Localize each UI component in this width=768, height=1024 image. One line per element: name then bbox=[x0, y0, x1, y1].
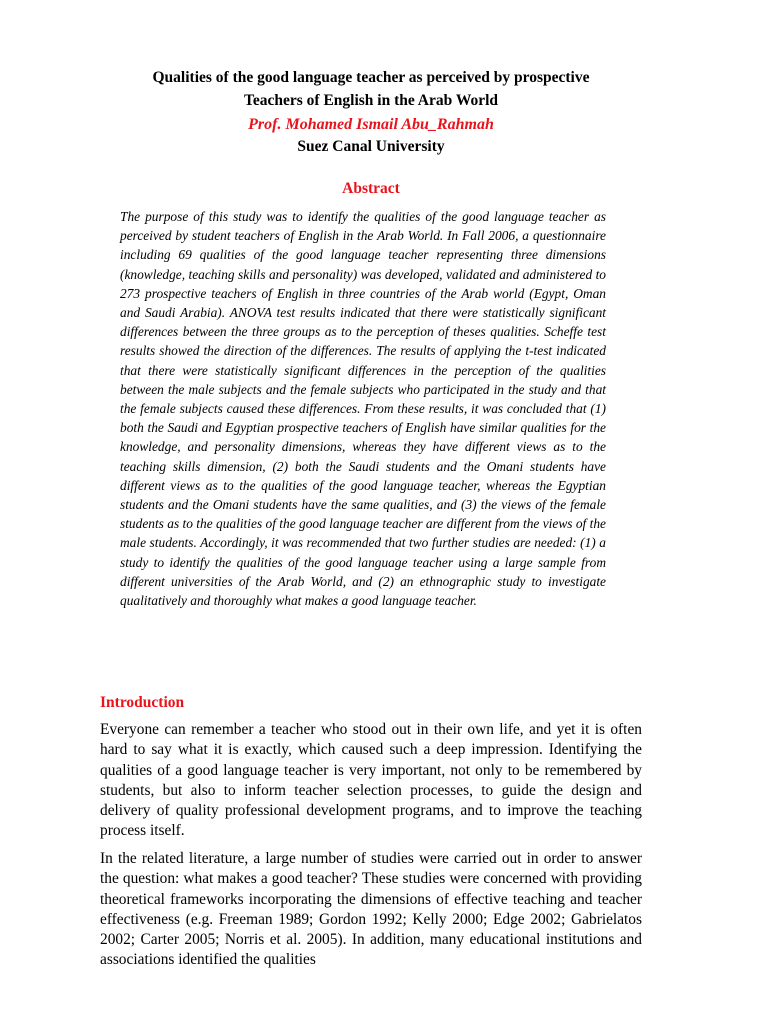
introduction-heading: Introduction bbox=[100, 694, 185, 711]
author-name: Prof. Mohamed Ismail Abu_Rahmah bbox=[248, 116, 494, 133]
intro-paragraph-1: Everyone can remember a teacher who stood out in their own life, and yet it is often hard to say what it is exactly, which caused such a deep impression. Identifying the qualities of a good language teacher is very important, not only to be remembered by students, but also to inform teacher selection processes, to guide the design and delivery of quality professional development programs, and to improve the teaching process itself. bbox=[100, 721, 642, 840]
abstract-text: The purpose of this study was to identify the qualities of the good language teacher as perceived by student teachers of English in the Arab World. In Fall 2006, a questionnaire including 69 qualities of the good language teacher representing three dimensions (knowledge, teaching skills and personality) was developed, validated and administered to 273 prospective teachers of English in three countries of the Arab world (Egypt, Oman and Saudi Arabia). ANOVA test results indicated that there were statistically significant differences between the three groups as to the perception of theses qualities. Scheffe test results showed the direction of the differences. The results of applying the t-test indicated that there were statistically significant differences in the perception of the qualities between the male subjects and the female subjects who participated in the study and that the female subjects caused these differences. From these results, it was concluded that (1) both the Saudi and Egyptian prospective teachers of English have similar qualities for the knowledge, and personality dimensions, whereas they have different views as to the teaching skills dimension, (2) both the Saudi students and the Omani students have different views as to the qualities of the good language teacher, whereas the Egyptian students and the Omani students have the same qualities, and (3) the views of the female students as to the qualities of the good language teacher are different from the views of the male students. Accordingly, it was recommended that two further studies are needed: (1) a study to identify the qualities of the good language teacher using a large sample from different universities of the Arab World, and (2) an ethnographic study to investigate qualitatively and thoroughly what makes a good language teacher. bbox=[120, 209, 606, 609]
paper-title bbox=[100, 66, 642, 112]
abstract-heading: Abstract bbox=[342, 180, 400, 197]
title-line-2: Teachers of English in the Arab World bbox=[243, 92, 499, 109]
intro-paragraph-2: In the related literature, a large number of studies were carried out in order to answer the question: what makes a good teacher? These studies were concerned with providing theoretical frameworks incorporating the dimensions of effective teaching and teacher effectiveness (e.g. Freeman 1989; Gordon 1992; Kelly 2000; Edge 2002; Gabrielatos 2002; Carter 2005; Norris et al. 2005). In addition, many educational institutions and associations identified the qualities bbox=[100, 850, 642, 969]
title-line-1: Qualities of the good language teacher as perceived by prospective bbox=[152, 69, 590, 86]
affiliation: Suez Canal University bbox=[297, 138, 445, 155]
